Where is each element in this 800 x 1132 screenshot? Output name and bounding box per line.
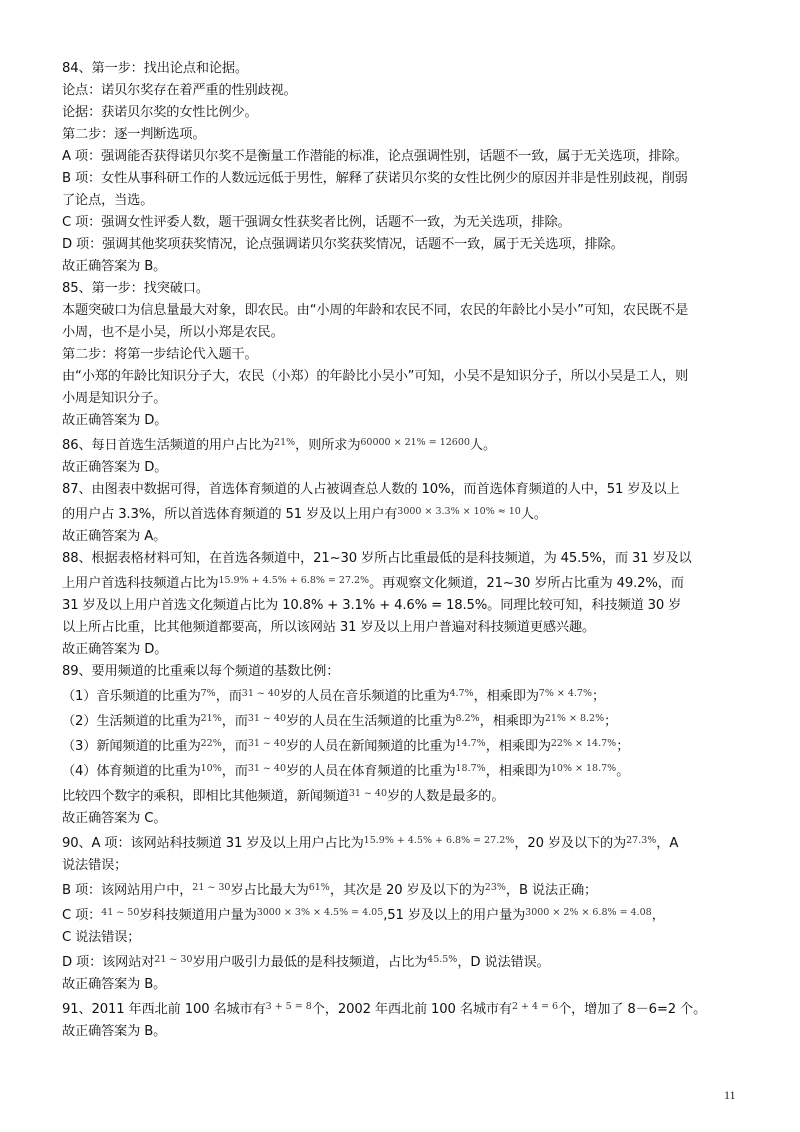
- formula: 15.9% + 4.5% + 6.8% = 27.2%: [218, 575, 370, 586]
- formula: 8.2%: [455, 713, 480, 724]
- text-line: （1）音乐频道的比重为$^{7\%}$，而$^{31 \sim 40}$岁的人员在音乐频道的比重为$^{4.7\%}$，相乘即为$^{7\% \times 4.7\%}$；: [62, 688, 606, 704]
- formula: 61%: [308, 882, 330, 893]
- formula: 18.7%: [455, 763, 486, 774]
- text-line: D 项：该网站对$^{21 \sim 30}$岁用户吸引力最低的是科技频道，占比为$^{45.5\%}$，D 说法错误。: [62, 954, 550, 970]
- formula: 14.7%: [455, 738, 486, 749]
- text-line: 85、第一步：找突破口。: [62, 281, 209, 296]
- text-line: 第二步：将第一步结论代入题干。: [62, 347, 258, 362]
- answer-line: 故正确答案为 D。: [62, 460, 168, 475]
- text-line: 了论点，当选。: [62, 193, 154, 208]
- formula: 3000 × 3% × 4.5% = 4.05: [256, 907, 384, 918]
- text-line: （4）体育频道的比重为$^{10\%}$，而$^{31 \sim 40}$岁的人员在体育频道的比重为$^{18.7\%}$，相乘即为$^{10\% \times 18.7\%}$。: [62, 763, 630, 779]
- text-line: 比较四个数字的乘积，即相比其他频道，新闻频道$^{31 \sim 40}$岁的人数是最多的。: [62, 788, 505, 804]
- text-line: 论点：诺贝尔奖存在着严重的性别歧视。: [62, 83, 297, 98]
- formula: 7%: [200, 688, 216, 699]
- formula: 10% × 18.7%: [550, 763, 617, 774]
- answer-line: 故正确答案为 D。: [62, 413, 168, 428]
- formula: 3 + 5 = 8: [265, 1001, 312, 1012]
- formula: 23%: [484, 882, 506, 893]
- text-line: B 项：女性从事科研工作的人数远远低于男性，解释了获诺贝尔奖的女性比例少的原因并非是性别歧视，削弱: [62, 171, 688, 186]
- formula: 21%: [274, 437, 296, 448]
- formula: 31 ~ 40: [348, 788, 388, 799]
- text-line: 小周是知识分子。: [62, 391, 167, 406]
- formula: 4.7%: [449, 688, 474, 699]
- formula: 22% × 14.7%: [550, 738, 617, 749]
- text-line: 91、2011 年西北前 100 名城市有$^{3 + 5 = 8}$个，2002 年西北前 100 名城市有$^{2 + 4 = 6}$个，增加了 8－6=2 个。: [62, 1001, 707, 1017]
- formula: 45.5%: [427, 954, 458, 965]
- formula: 21 ~ 30: [154, 954, 193, 965]
- formula: 27.3%: [626, 835, 657, 846]
- formula: 15.9% + 4.5% + 6.8% = 27.2%: [363, 835, 515, 846]
- formula: 2 + 4 = 6: [511, 1001, 559, 1012]
- text-line: 90、A 项：该网站科技频道 31 岁及以上用户占比为$^{15.9\% + 4.5\% + 6.8\% = 27.2\%}$，20 岁及以下的为$^{27.3\%}$，A: [62, 835, 679, 851]
- formula: 21 ~ 30: [192, 882, 231, 893]
- formula: 22%: [200, 738, 222, 749]
- formula: 21% × 8.2%: [544, 713, 605, 724]
- formula: 31 ~ 40: [247, 713, 287, 724]
- text-line: 31 岁及以上用户首选文化频道占比为 10.8% + 3.1% + 4.6% = 18.5%。同理比较可知，科技频道 30 岁: [62, 598, 682, 613]
- text-line: A 项：强调能否获得诺贝尔奖不是衡量工作潜能的标准，论点强调性别，话题不一致，属于无关选项，排除。: [62, 149, 688, 164]
- text-line: 88、根据表格材料可知，在首选各频道中，21~30 岁所占比重最低的是科技频道，为 45.5%，而 31 岁及以: [62, 551, 692, 566]
- formula: 31 ~ 40: [247, 738, 287, 749]
- text-line: 上用户首选科技频道占比为$^{15.9\% + 4.5\% + 6.8\% = 27.2\%}$。再观察文化频道，21~30 岁所占比重为 49.2%，而: [62, 575, 684, 591]
- text-line: 84、第一步：找出论点和论据。: [62, 61, 248, 76]
- text-line: 的用户占 3.3%，所以首选体育频道的 51 岁及以上用户有$^{3000 \times 3.3\% \times 10\% \approx 10}$人。: [62, 506, 547, 522]
- answer-document: [62, 58, 744, 1043]
- text-line: 89、要用频道的比重乘以每个频道的基数比例：: [62, 664, 340, 679]
- formula: 60000 × 21% = 12600: [360, 437, 470, 448]
- text-line: 以上所占比重，比其他频道都要高，所以该网站 31 岁及以上用户普遍对科技频道更感兴趣。: [62, 620, 596, 635]
- answer-line: 故正确答案为 D。: [62, 642, 168, 657]
- formula: 7% × 4.7%: [538, 688, 593, 699]
- answer-line: 故正确答案为 C。: [62, 811, 167, 826]
- text-line: C 说法错误；: [62, 930, 141, 945]
- text-line: 第二步：逐一判断选项。: [62, 127, 206, 142]
- page-number: 11: [724, 1088, 736, 1102]
- formula: 31 ~ 40: [247, 763, 287, 774]
- text-line: 说法错误；: [62, 858, 128, 873]
- formula: 3000 × 2% × 6.8% = 4.08: [525, 907, 652, 918]
- text-line: （2）生活频道的比重为$^{21\%}$，而$^{31 \sim 40}$岁的人员在生活频道的比重为$^{8.2\%}$，相乘即为$^{21\% \times 8.2\%}$；: [62, 713, 618, 729]
- answer-line: 故正确答案为 B。: [62, 1024, 167, 1039]
- answer-line: 故正确答案为 A。: [62, 529, 167, 544]
- text-line: C 项：$^{41 \sim 50}$岁科技频道用户量为$^{3000 \times 3\% \times 4.5\% = 4.05}$,51 岁及以上的用户量为$^{3000 \times 2\% \times 6.8\% = 4.08}$，: [62, 907, 665, 923]
- text-line: B 项：该网站用户中，$^{21 \sim 30}$岁占比最大为$^{61\%}$，其次是 20 岁及以下的为$^{23\%}$，B 说法正确；: [62, 882, 598, 898]
- text-line: 小周，也不是小吴，所以小郑是农民。: [62, 325, 284, 340]
- text-line: （3）新闻频道的比重为$^{22\%}$，而$^{31 \sim 40}$岁的人员在新闻频道的比重为$^{14.7\%}$，相乘即为$^{22\% \times 14.7\%}$；: [62, 738, 630, 754]
- formula: 3000 × 3.3% × 10% ≈ 10: [397, 506, 521, 517]
- text-line: 本题突破口为信息量最大对象，即农民。由“小周的年龄和农民不同，农民的年龄比小吴小”可知，农民既不是: [62, 303, 689, 318]
- formula: 10%: [200, 763, 222, 774]
- formula: 41 ~ 50: [101, 907, 140, 918]
- formula: 21%: [200, 713, 222, 724]
- formula: 31 ~ 40: [241, 688, 280, 699]
- answer-line: 故正确答案为 B。: [62, 259, 167, 274]
- text-line: 由“小郑的年龄比知识分子大，农民（小郑）的年龄比小吴小”可知，小吴不是知识分子，所以小吴是工人，则: [62, 369, 689, 384]
- text-line: D 项：强调其他奖项获奖情况，论点强调诺贝尔奖获奖情况，话题不一致，属于无关选项，排除。: [62, 237, 624, 252]
- text-line: C 项：强调女性评委人数，题干强调女性获奖者比例，话题不一致，为无关选项，排除。: [62, 215, 571, 230]
- text-line: 86、每日首选生活频道的用户占比为$^{21\%}$，则所求为$^{60000 \times 21\% = 12600}$人。: [62, 437, 496, 453]
- answer-line: 故正确答案为 B。: [62, 977, 167, 992]
- text-line: 87、由图表中数据可得，首选体育频道的人占被调查总人数的 10%，而首选体育频道的人中，51 岁及以上: [62, 482, 680, 497]
- text-line: 论据：获诺贝尔奖的女性比例少。: [62, 105, 258, 120]
